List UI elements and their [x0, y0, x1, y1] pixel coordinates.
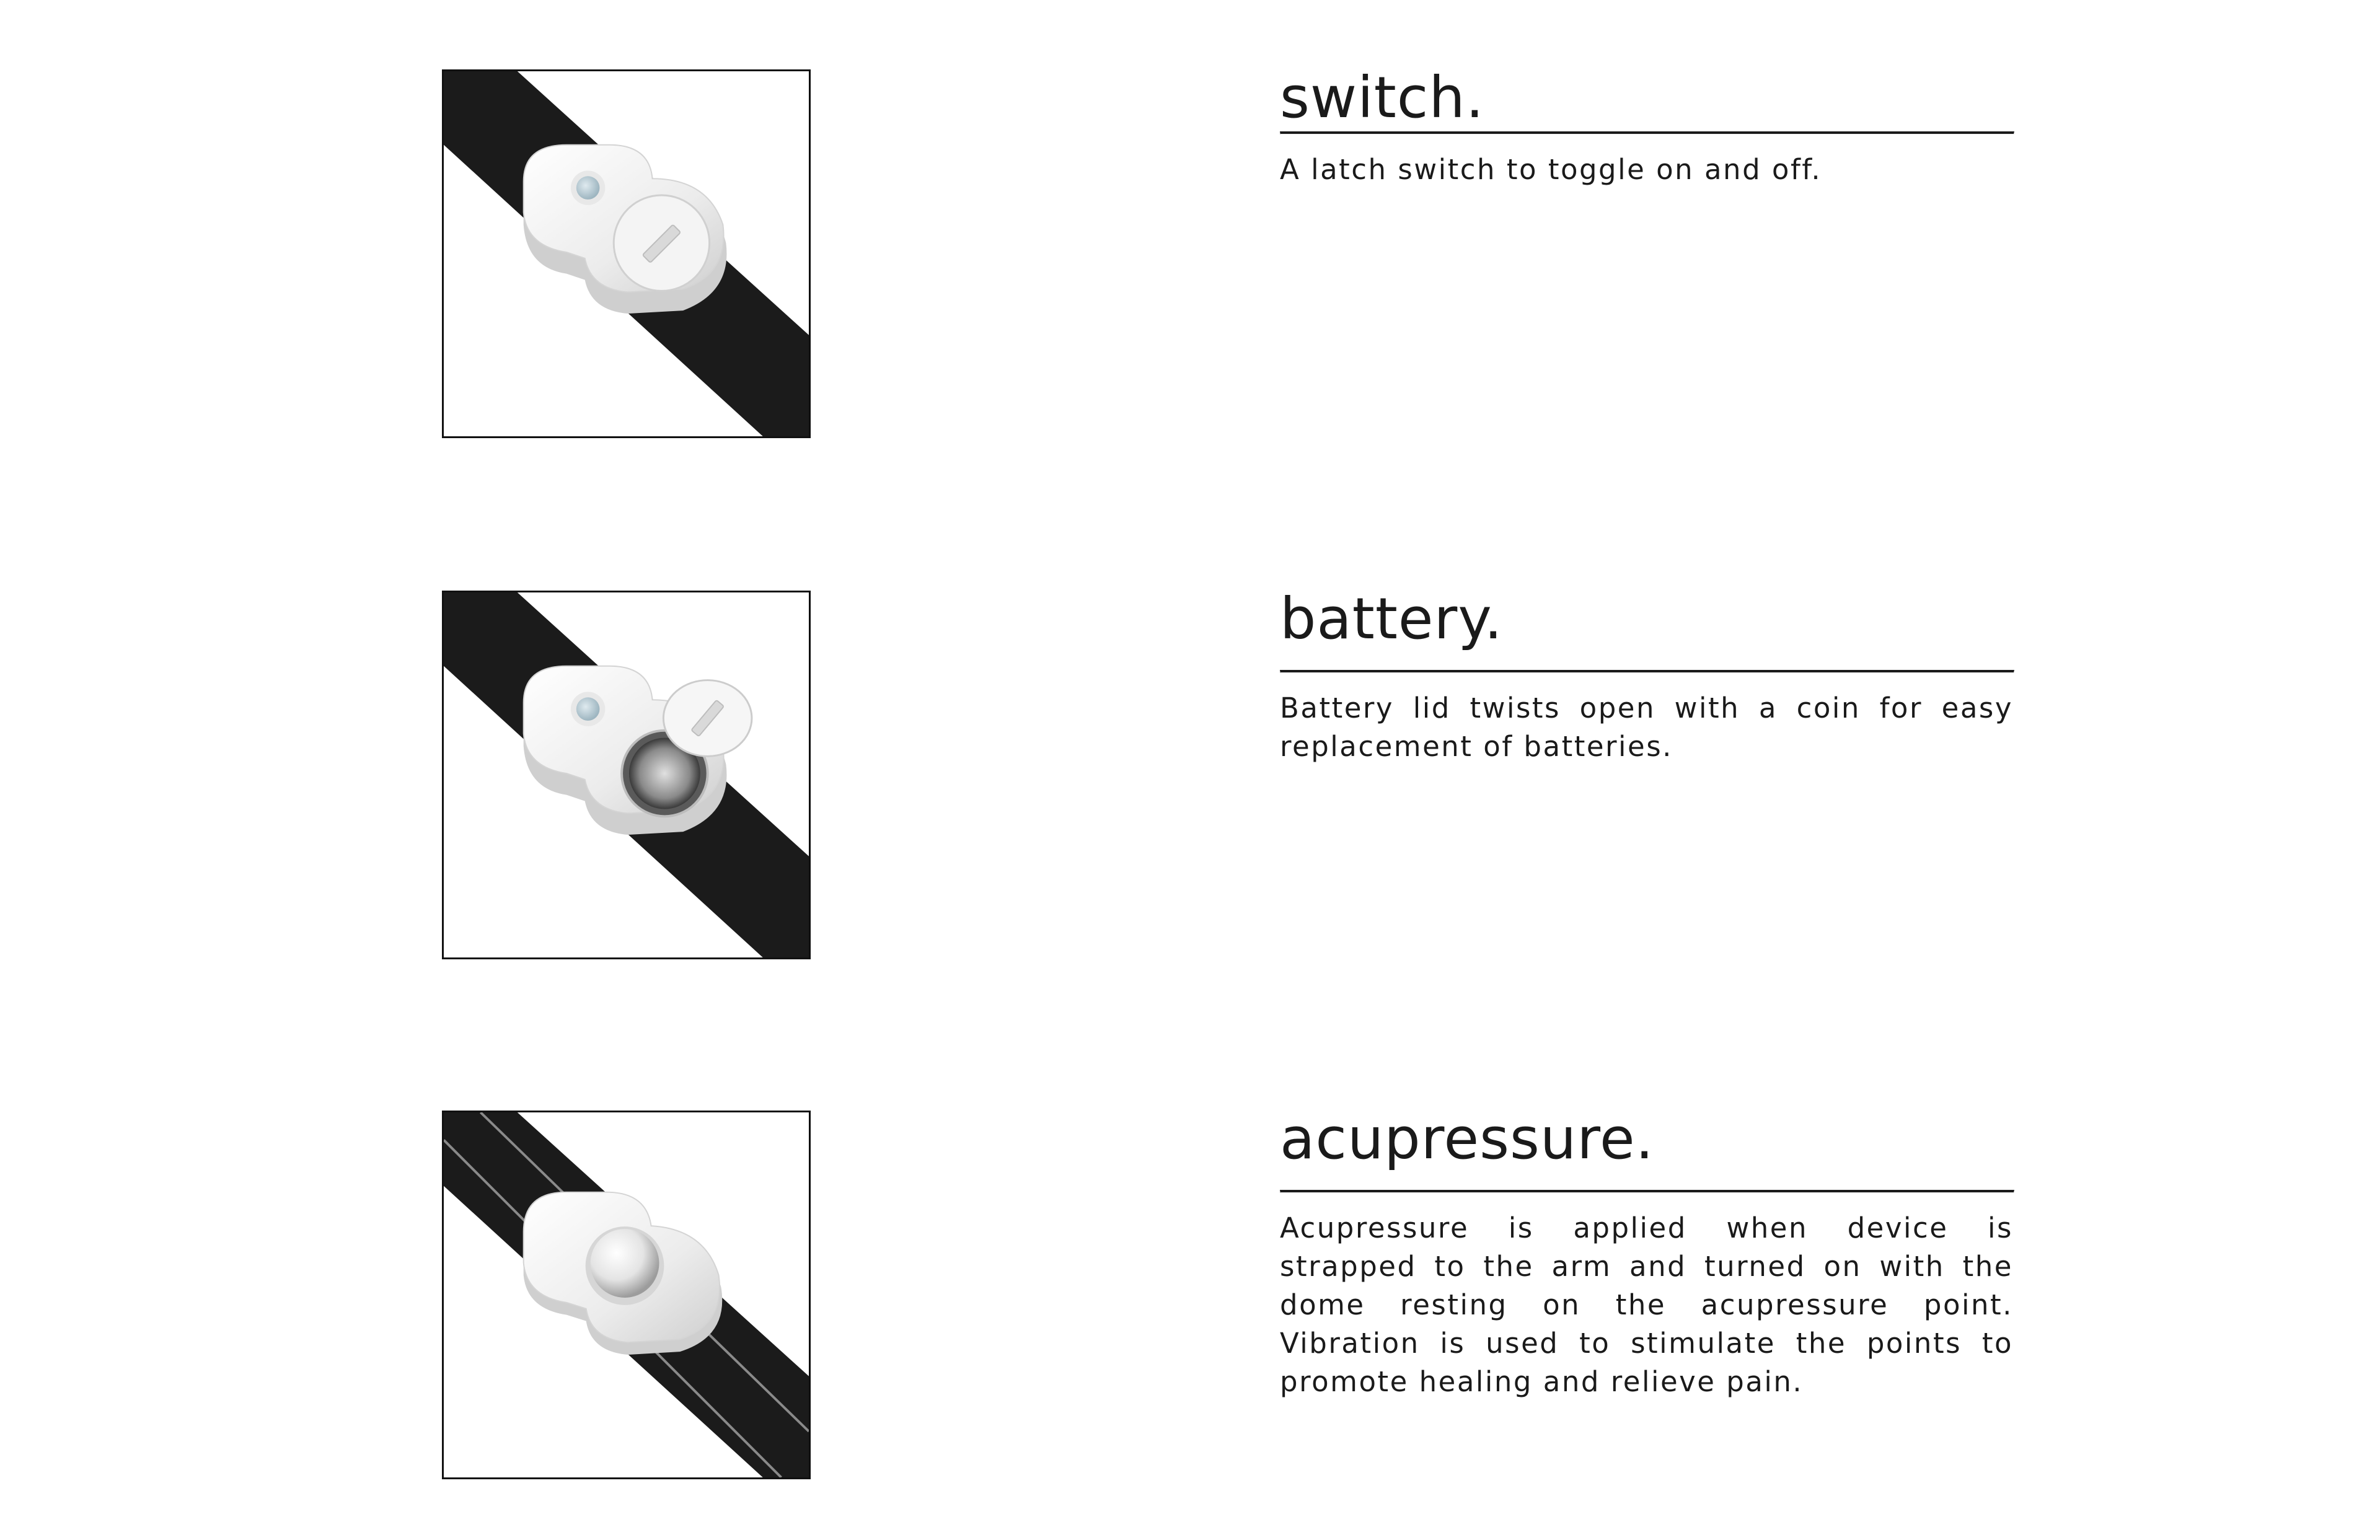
acupressure-photo	[442, 1111, 811, 1479]
feature-switch	[0, 64, 2380, 454]
feature-description: Acupressure is applied when device is strapped to the arm and turned on with the dome resting on the acupressure point. Vibration is used to stimulate the points to promote healing and relieve pain.	[1280, 1212, 2013, 1398]
feature-battery	[0, 586, 2380, 975]
feature-title: battery.	[1280, 586, 1503, 652]
acupressure-text	[1280, 1106, 2013, 1401]
feature-description: A latch switch to toggle on and off.	[1280, 153, 1822, 186]
title-divider	[1280, 131, 2014, 134]
feature-description: Battery lid twists open with a coin for easy replacement of batteries.	[1280, 692, 2013, 763]
device-switch-illustration	[444, 71, 809, 436]
battery-photo	[442, 591, 811, 959]
feature-title: switch.	[1280, 64, 1484, 131]
feature-title: acupressure.	[1280, 1106, 1654, 1172]
switch-photo	[442, 69, 811, 438]
title-divider	[1280, 670, 2014, 673]
battery-text	[1280, 586, 2013, 766]
switch-text	[1280, 64, 2013, 189]
feature-acupressure	[0, 1106, 2380, 1495]
device-battery-illustration	[444, 592, 809, 957]
device-acupressure-illustration	[444, 1112, 809, 1477]
title-divider	[1280, 1190, 2014, 1193]
